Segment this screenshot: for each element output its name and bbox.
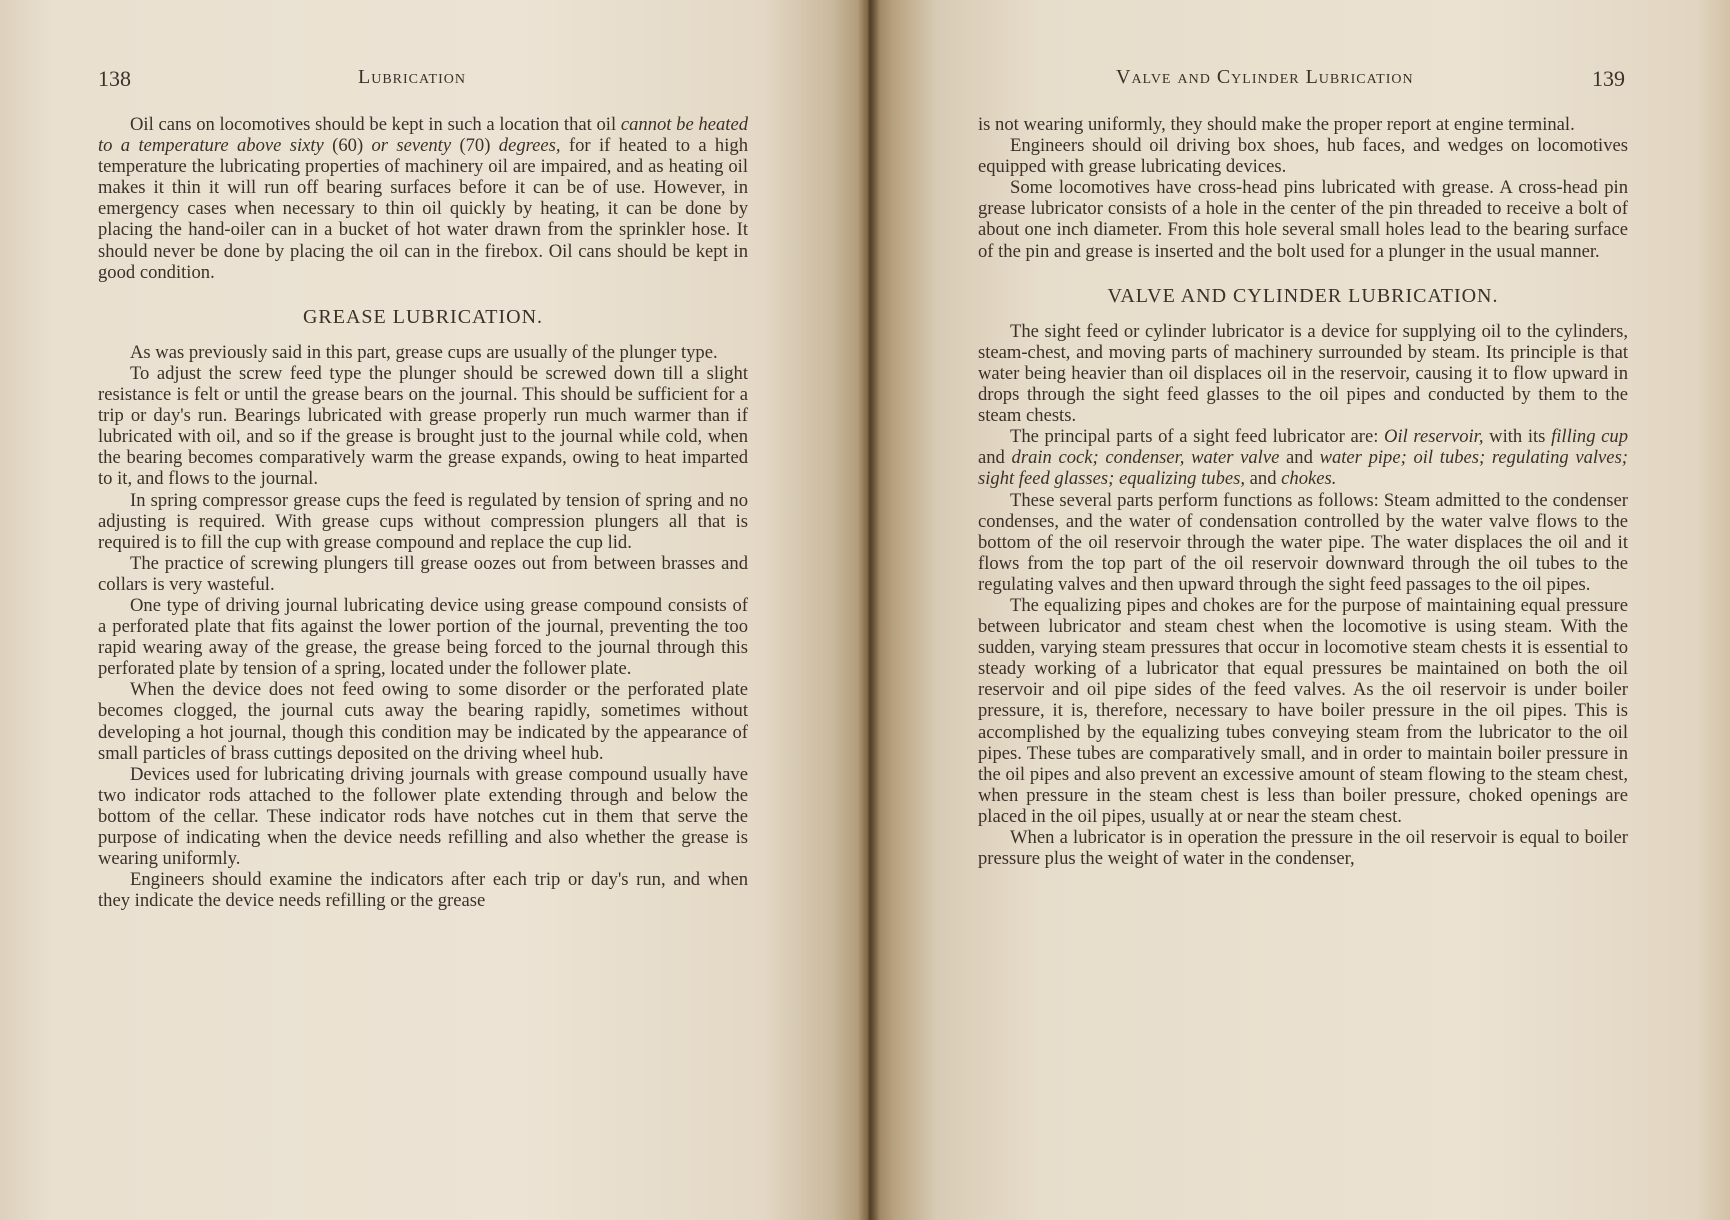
paragraphs-top (978, 114, 1628, 262)
text-run: These several parts perform functions as follows: Steam admitted to the condenser condenses, and the water of condensation controlled by the water valve flows to the bottom of the oil reservoir through the water pipe. The water displaces the oil and it flows from the top part of the oil reservoir downward through the oil tubes to the regulating valves and then upward through the sight feed passages to the oil pipes. (978, 489, 1628, 595)
text-run: The principal parts of a sight feed lubricator are: (1010, 426, 1385, 448)
paragraph (978, 321, 1628, 426)
book-gutter (858, 0, 880, 1220)
paragraph: To adjust the screw feed type the plunger should be screwed down till a slight resistance is felt or until the grease bears on the journal. This should be sufficient for a trip or day's run. Bearings lubricated with grease properly run much warmer than if lubricated with oil, and so if the grease is brought just to the journal while cold, when the bearing becomes comparatively warm the grease expands, owing to heat imparted to it, and flows to the journal. (98, 362, 748, 490)
section-heading: GREASE LUBRICATION. (302, 305, 544, 328)
italic-run: filling cup (1551, 426, 1628, 448)
italic-run: drain cock; condenser, water valve (1011, 447, 1280, 469)
paragraph (978, 426, 1628, 489)
text-run: (60) (323, 135, 372, 157)
italic-run: chokes. (1281, 468, 1337, 490)
text-run: for if heated to a high temperature the lubricating properties of machinery oil are impaired, and as heating oil makes it thin it will run off bearing surfaces before it can be of use. However, in emergency cases when necessary to thin oil quickly by heating, it can be done by placing the hand-oiler can in a bucket of hot water drawn from the sprinkler hose. It should never be done by placing the oil can in the firebox. Oil cans should be kept in good condition. (98, 135, 748, 283)
paragraph: In spring compressor grease cups the feed is regulated by tension of spring and no adjusting is required. With grease cups without compression plungers all that is required is to fill the cup with grease compound and replace the cup lid. (98, 489, 748, 553)
text-run: and (978, 447, 1012, 469)
text-run: and (1279, 447, 1320, 469)
text-run: and (1245, 468, 1282, 490)
text-column (978, 114, 1628, 869)
italic-run: cannot be heated to a temperature above sixty (98, 114, 748, 157)
text-run: with its (1483, 426, 1552, 448)
page-number: 138 (98, 66, 131, 91)
running-head: Lubrication (358, 66, 466, 88)
page-number: 139 (1592, 66, 1625, 91)
text-run: When a lubricator is in operation the pressure in the oil reservoir is equal to boiler pressure plus the weight of water in the condenser, (978, 827, 1628, 870)
paragraphs-bottom (978, 321, 1628, 869)
paragraph (98, 114, 748, 283)
paragraph: is not wearing uniformly, they should make the proper report at engine terminal. (978, 114, 1575, 135)
running-head: Valve and Cylinder Lubrication (1116, 66, 1414, 88)
paragraph: Devices used for lubricating driving journals with grease compound usually have two indicator rods attached to the follower plate extending through and below the bottom of the cellar. These indicator rods have notches cut in them that serve the purpose of indicating when the device needs refilling and also whether the grease is wearing uniformly. (98, 763, 748, 870)
paragraph (978, 827, 1628, 869)
text-run: The equalizing pipes and chokes are for the purpose of maintaining equal pressure between lubricator and steam chest when the locomotive is using steam. With the sudden, varying steam pressures that occur in locomotive steam chests it is essential to steady working of a lubricator that equal pressures be maintained on both the oil reservoir and oil pipe sides of the feed valves. As the oil reservoir is under boiler pressure, it is, therefore, necessary to have boiler pressure in the oil pipes. This is accomplished by the equalizing tubes conveying steam from the lubricator to the oil pipes. These tubes are comparatively small, and in order to maintain boiler pressure in the oil pipes and also prevent an excessive amount of steam flowing to the steam chest, when pressure in the steam chest is less than boiler pressure, choked openings are placed in the oil pipes, usually at or near the steam chest. (978, 594, 1628, 827)
paragraph: As was previously said in this part, grease cups are usually of the plunger type. (130, 341, 718, 363)
paragraph: One type of driving journal lubricating device using grease compound consists of a perforated plate that fits against the lower portion of the journal, preventing the too rapid wearing away of the grease, the grease being forced to the journal through this perforated plate by tension of a spring, located under the follower plate. (98, 594, 748, 680)
italic-run: degrees, (498, 135, 561, 157)
text-run: Oil cans on locomotives should be kept in such a location that oil (130, 114, 621, 135)
paragraph (978, 490, 1628, 595)
paragraph: Some locomotives have cross-head pins lubricated with grease. A cross-head pin grease lubricator consists of a hole in the center of the pin threaded to receive a bolt of about one inch diameter. From this hole several small holes lead to the bearing surface of the pin and grease is inserted and the bolt used for a plunger in the usual manner. (978, 177, 1628, 262)
italic-run: water pipe; oil tubes; regulating valves; sight feed glasses; equalizing tubes, (978, 447, 1628, 490)
right-page (868, 0, 1730, 1220)
paragraph: Engineers should oil driving box shoes, hub faces, and wedges on locomotives equipped with grease lubricating devices. (978, 135, 1628, 178)
italic-run: or seventy (371, 135, 452, 157)
paragraph: The practice of screwing plungers till grease oozes out from between brasses and collars is very wasteful. (98, 552, 748, 595)
paragraphs-top (98, 114, 748, 283)
section-heading: VALVE AND CYLINDER LUBRICATION. (1107, 284, 1499, 307)
paragraph: When the device does not feed owing to some disorder or the perforated plate becomes clogged, the journal cuts away the bearing rapidly, sometimes without developing a hot journal, though this condition may be indicated by the appearance of small particles of brass cuttings deposited on the driving wheel hub. (98, 679, 748, 764)
text-run: The sight feed or cylinder lubricator is a device for supplying oil to the cylinders, steam-chest, and moving parts of machinery surrounded by steam. Its principle is that water being heavier than oil displaces oil in the reservoir, causing it to flow upward in drops through the sight feed glasses to the oil pipes and conducted by them to the steam chests. (978, 320, 1628, 427)
paragraph (978, 595, 1628, 827)
text-run: (70) (451, 135, 499, 157)
paragraph: Engineers should examine the indicators after each trip or day's run, and when they indicate the device needs refilling or the grease (98, 869, 748, 912)
paragraphs-bottom (98, 342, 748, 912)
italic-run: Oil reservoir, (1384, 426, 1484, 448)
text-column (98, 114, 748, 911)
